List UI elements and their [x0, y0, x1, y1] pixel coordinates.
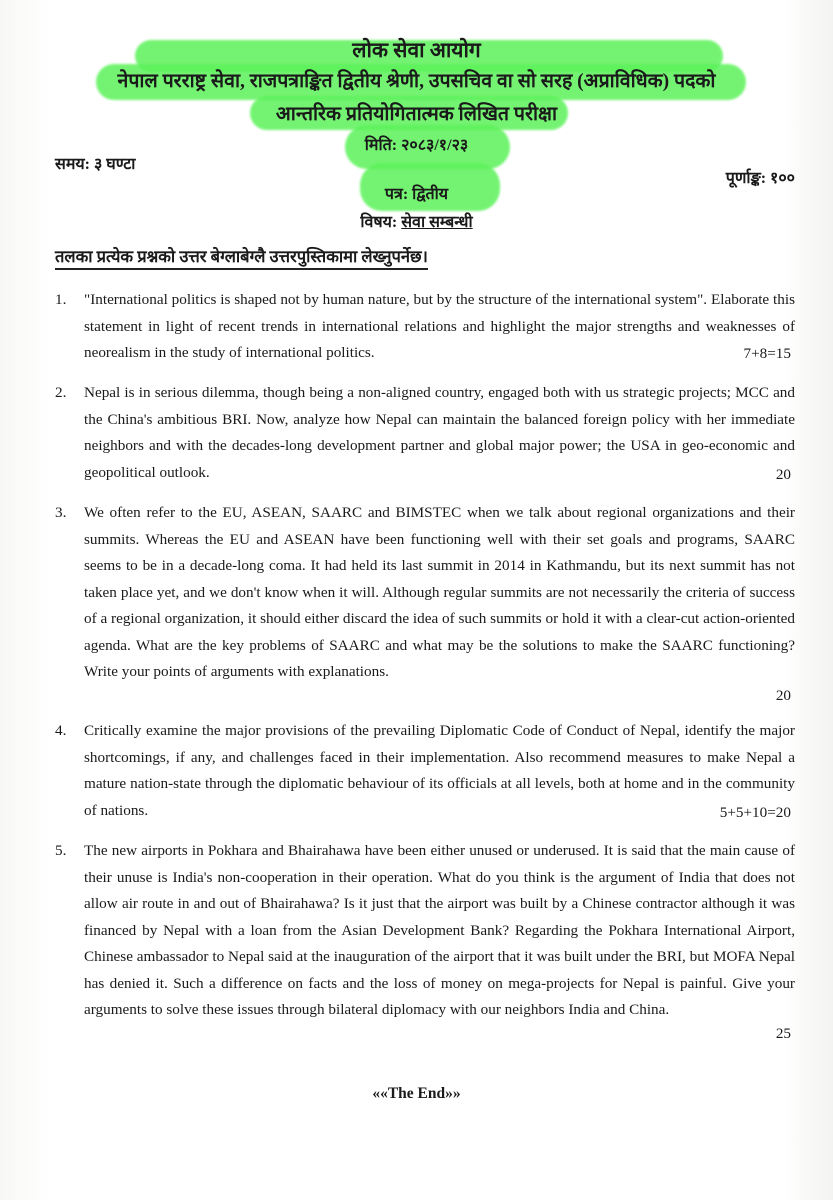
- question-number: 3.: [55, 504, 67, 521]
- exam-time: समय: ३ घण्टा: [55, 156, 136, 173]
- question-number: 5.: [55, 842, 67, 859]
- instruction: तलका प्रत्येक प्रश्नको उत्तर बेग्लाबेग्लै उत्तरपुस्तिकामा लेख्नुपर्नेछ।: [55, 244, 428, 270]
- question-3: [55, 500, 795, 704]
- question-number: 4.: [55, 722, 67, 739]
- subject: [0, 210, 833, 232]
- subject-value: सेवा सम्बन्धी: [401, 214, 473, 231]
- question-text: Nepal is in serious dilemma, though being a non-aligned country, engaged both with us strategic projects; MCC and the China's ambitious BRI. Now, analyze how Nepal can maintain the balanced foreign policy with her immediate neighbors and with the decades-long development partner and global major power; the USA in geo-economic and geopolitical outlook.: [84, 384, 795, 481]
- organization-title: लोक सेवा आयोग: [352, 38, 481, 62]
- end-marker: ««The End»»: [372, 1085, 461, 1102]
- question-text: We often refer to the EU, ASEAN, SAARC and BIMSTEC when we talk about regional organizations and their summits. Whereas the EU and ASEAN have been functioning well with their set goals and programs, SAARC seems to be in a decade-long coma. It had held its last summit in 2014 in Kathmandu, but its next summit has not taken place yet, and we don't know when it will. Although regular summits are not necessarily the criteria of success of a regional organization, it should either discard the idea of such summits or hold it with a clear-cut action-oriented agenda. What are the key problems of SAARC and what may be the solutions to make the SAARC functioning? Write your points of arguments with explanations.: [84, 504, 795, 680]
- question-1: [55, 287, 795, 367]
- paper-number: पत्र: द्वितीय: [384, 186, 449, 203]
- subject-label: विषय:: [360, 214, 402, 231]
- question-4: [55, 718, 795, 824]
- exam-title: नेपाल परराष्ट्र सेवा, राजपत्राङ्कित द्वितीय श्रेणी, उपसचिव वा सो सरह (अप्राविधिक) पदको: [117, 71, 716, 92]
- question-marks: 5+5+10=20: [719, 804, 791, 821]
- question-number: 1.: [55, 291, 67, 308]
- question-marks: 20: [775, 687, 791, 704]
- question-text: Critically examine the major provisions of the prevailing Diplomatic Code of Conduct of Nepal, identify the major shortcomings, if any, and challenges faced in their implementation. Also recommend measures to make Nepal a mature nation-state through the diplomatic behaviour of its officials at all levels, both at home and in the community of nations.: [84, 722, 795, 819]
- question-text: "International politics is shaped not by human nature, but by the structure of the international system". Elaborate this statement in light of recent trends in international relations and highlight the major strengths and weaknesses of neorealism in the study of international politics.: [84, 291, 795, 361]
- question-marks: 20: [775, 466, 791, 483]
- question-marks: 25: [775, 1025, 791, 1042]
- question-marks: 7+8=15: [743, 345, 791, 362]
- full-marks: पूर्णाङ्क: १००: [725, 170, 795, 187]
- question-number: 2.: [55, 384, 67, 401]
- question-2: [55, 380, 795, 486]
- question-text: The new airports in Pokhara and Bhairahawa have been either unused or underused. It is said that the main cause of their unuse is India's non-cooperation in their operation. What do you think is the argument of India that does not allow air route in and out of Bhairahawa? Is it just that the airport was built by a Chinese contractor although it was financed by Nepal with a loan from the Asian Development Bank? Regarding the Pokhara International Airport, Chinese ambassador to Nepal said at the inauguration of the airport that it was built under the BRI, but MOFA Nepal has denied it. Such a difference on facts and the loss of money on mega-projects for Nepal is painful. Give your arguments to solve these issues through bilateral diplomacy with our neighbors India and China.: [84, 842, 795, 1018]
- exam-type: आन्तरिक प्रतियोगितात्मक लिखित परीक्षा: [275, 104, 558, 125]
- question-5: [55, 838, 795, 1042]
- exam-date: मिति: २०८३/१/२३: [364, 137, 469, 154]
